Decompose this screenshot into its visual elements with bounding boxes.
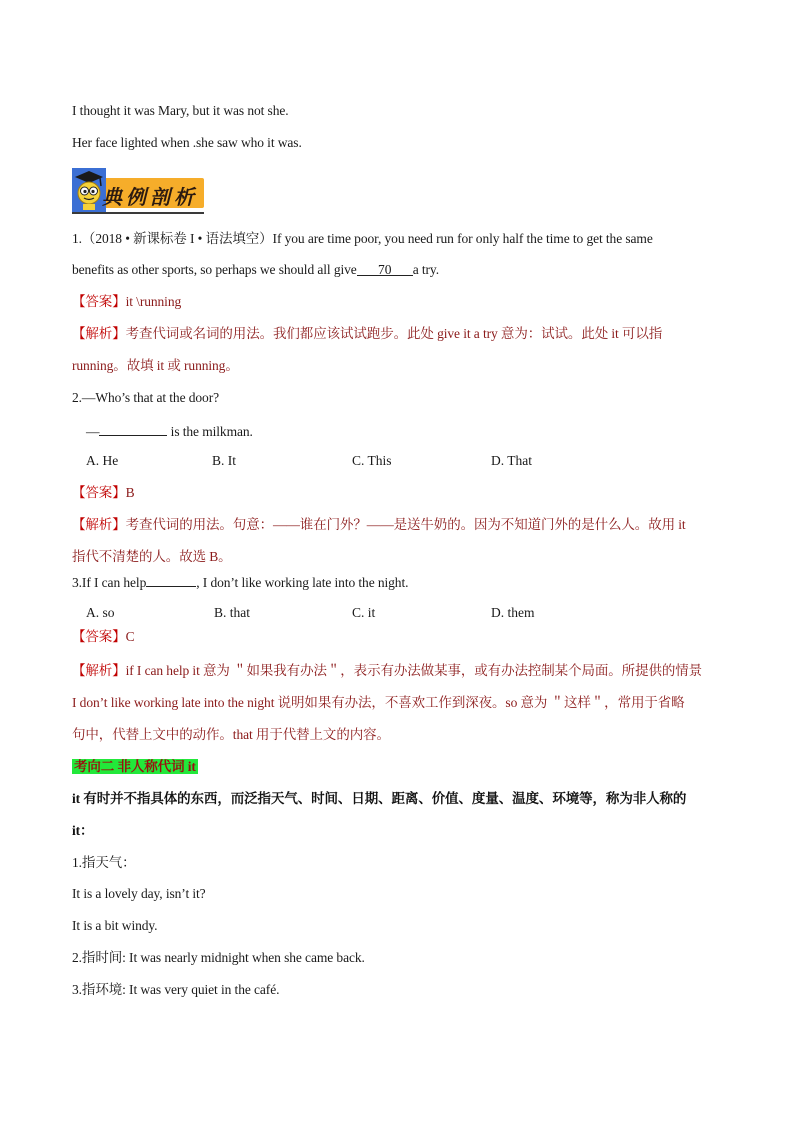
q3-answer: 【答案】C (72, 629, 135, 644)
q3-option-c: C. it (352, 605, 376, 620)
q2-option-a: A. He (86, 453, 119, 468)
weather-example-1: It is a lovely day, isn’t it? (72, 886, 206, 901)
q1-line-1: 1.（2018 • 新课标卷 I • 语法填空）If you are time poor, you need run for only half the time to get the same (72, 231, 653, 246)
section-intro-1: it 有时并不指具体的东西，而泛指天气、时间、日期、距离、价值、度量、温度、环境等，称为非人称的 (72, 791, 687, 806)
q1-blank: 70 (357, 261, 413, 276)
q2-answer: 【答案】B (72, 485, 135, 500)
q3-analysis-3: 句中，代替上文中的动作。that 用于代替上文的内容。 (72, 727, 390, 742)
q3-question: 3.If I can help , I don’t like working late into the night. (72, 572, 408, 592)
q3-analysis-2: I don’t like working late into the night 说明如果有办法，不喜欢工作到深夜。so 意为 ＂这样＂，常用于省略 (72, 695, 685, 710)
q1-analysis-2: running。故填 it 或 running。 (72, 358, 239, 373)
example-line-1: I thought it was Mary, but it was not she. (72, 103, 289, 118)
q2-analysis-1: 【解析】考查代词的用法。句意：——谁在门外？——是送牛奶的。因为不知道门外的是什么人。故用 it (72, 517, 686, 532)
time-example: 2.指时间: It was nearly midnight when she came back. (72, 950, 365, 965)
q2-response: — is the milkman. (86, 421, 253, 441)
banner-title: 典例剖析 (102, 185, 198, 209)
q2-analysis-2: 指代不清楚的人。故选 B。 (72, 549, 232, 564)
scholar-mascot-icon (72, 168, 106, 212)
section-intro-2: it： (72, 823, 94, 838)
section-heading: 考向二 非人称代词 it (74, 759, 196, 774)
q3-blank (146, 572, 196, 587)
weather-heading: 1.指天气： (72, 855, 136, 870)
q2-question: 2.—Who’s that at the door? (72, 390, 219, 405)
banner-underline (72, 212, 204, 214)
q3-option-d: D. them (491, 605, 535, 620)
q3-option-b: B. that (214, 605, 250, 620)
example-line-2: Her face lighted when .she saw who it was. (72, 135, 302, 150)
q2-option-b: B. It (212, 453, 237, 468)
environment-example: 3.指环境: It was very quiet in the café. (72, 982, 280, 997)
weather-example-2: It is a bit windy. (72, 918, 158, 933)
q3-analysis-1: 【解析】if I can help it 意为 ＂如果我有办法＂，表示有办法做某事，或有办法控制某个局面。所提供的情景 (72, 663, 703, 678)
q2-option-d: D. That (491, 453, 532, 468)
section-banner (72, 168, 204, 212)
q2-blank (99, 421, 167, 436)
q1-answer: 【答案】it \running (72, 294, 182, 309)
q1-analysis-1: 【解析】考查代词或名词的用法。我们都应该试试跑步。此处 give it a try 意为：试试。此处 it 可以指 (72, 326, 663, 341)
q3-option-a: A. so (86, 605, 115, 620)
q2-option-c: C. This (352, 453, 392, 468)
q1-line-2: benefits as other sports, so perhaps we should all give 70 a try. (72, 262, 439, 277)
